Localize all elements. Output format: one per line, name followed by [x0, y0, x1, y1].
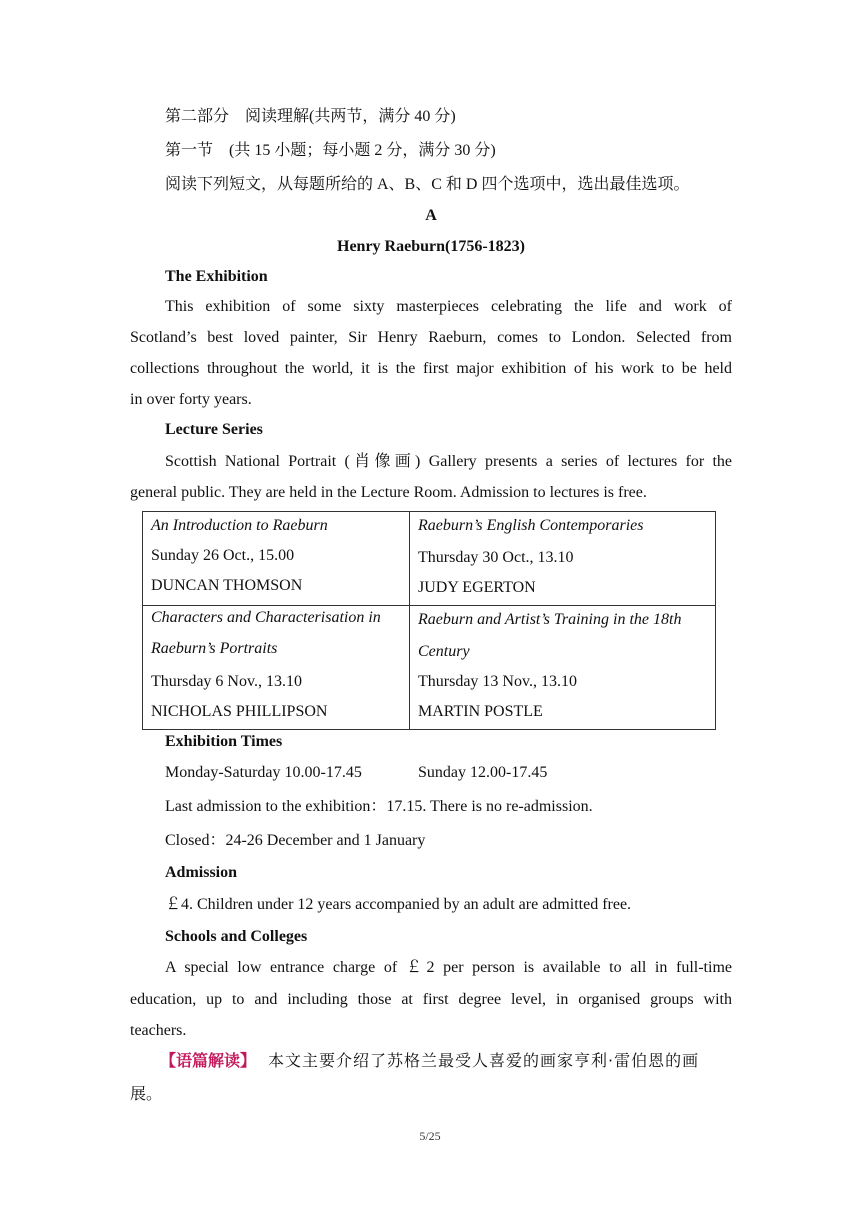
lecture-title: Raeburn and Artist’s Training in the 18th [418, 611, 682, 628]
passage-letter: A [425, 207, 437, 224]
schools-line-2: education, up to and including those at first degree level, in organised groups with [130, 991, 732, 1008]
lectures-line-2: general public. They are held in the Lecture Room. Admission to lectures is free. [130, 484, 647, 501]
exhibition-line-1: This exhibition of some sixty masterpieces celebrating the life and work of [165, 298, 732, 315]
lecture-speaker: MARTIN POSTLE [418, 703, 543, 720]
instruction: 阅读下列短文，从每题所给的 A、B、C 和 D 四个选项中，选出最佳选项。 [165, 176, 690, 193]
times-weekday: Monday-Saturday 10.00-17.45 [165, 764, 362, 781]
lecture-title: An Introduction to Raeburn [151, 517, 328, 534]
page-number: 5/25 [419, 1129, 441, 1143]
exhibition-line-2: Scotland’s best loved painter, Sir Henry Raeburn, comes to London. Selected from [130, 329, 732, 346]
lecture-date: Thursday 6 Nov., 13.10 [151, 673, 302, 690]
lectures-line-1: Scottish National Portrait (肖像画) Gallery presents a series of lectures for the [165, 453, 732, 470]
admission-text: ￡4. Children under 12 years accompanied by an adult are admitted free. [165, 896, 632, 913]
lecture-speaker: JUDY EGERTON [418, 579, 536, 596]
schools-heading: Schools and Colleges [165, 928, 308, 945]
interpretation-text: 本文主要介绍了苏格兰最受人喜爱的画家亨利·雷伯恩的画 [268, 1051, 700, 1070]
lecture-speaker: NICHOLAS PHILLIPSON [151, 703, 328, 720]
lectures-heading: Lecture Series [165, 421, 263, 438]
schools-line-3: teachers. [130, 1022, 187, 1039]
times-heading: Exhibition Times [165, 733, 283, 750]
part-heading: 第二部分 阅读理解(共两节，满分 40 分) [165, 108, 456, 125]
interpretation-label: 【语篇解读】 [160, 1051, 257, 1070]
times-closed: Closed：24-26 December and 1 January [165, 832, 426, 849]
lecture-date: Thursday 13 Nov., 13.10 [418, 673, 577, 690]
times-last-admission: Last admission to the exhibition：17.15. There is no re-admission. [165, 798, 593, 815]
lecture-title-cont: Raeburn’s Portraits [151, 640, 278, 657]
exhibition-line-3: collections throughout the world, it is the first major exhibition of his work to be held [130, 360, 732, 377]
times-sunday: Sunday 12.00-17.45 [418, 764, 548, 781]
lecture-title-cont: Century [418, 643, 470, 660]
lecture-title: Characters and Characterisation in [151, 609, 381, 626]
schools-line-1: A special low entrance charge of ￡2 per person is available to all in full-time [165, 959, 732, 976]
lecture-date: Sunday 26 Oct., 15.00 [151, 547, 295, 564]
section-heading: 第一节 (共 15 小题；每小题 2 分，满分 30 分) [165, 142, 496, 159]
exhibition-heading: The Exhibition [165, 268, 268, 285]
lecture-table [142, 511, 716, 730]
exhibition-line-4: in over forty years. [130, 391, 252, 408]
passage-title: Henry Raeburn(1756-1823) [337, 238, 525, 255]
interpretation-line-2: 展。 [130, 1084, 163, 1103]
lecture-speaker: DUNCAN THOMSON [151, 577, 303, 594]
admission-heading: Admission [165, 864, 238, 881]
lecture-date: Thursday 30 Oct., 13.10 [418, 549, 574, 566]
lecture-title: Raeburn’s English Contemporaries [418, 517, 644, 534]
interpretation-line-1 [130, 1050, 762, 1073]
